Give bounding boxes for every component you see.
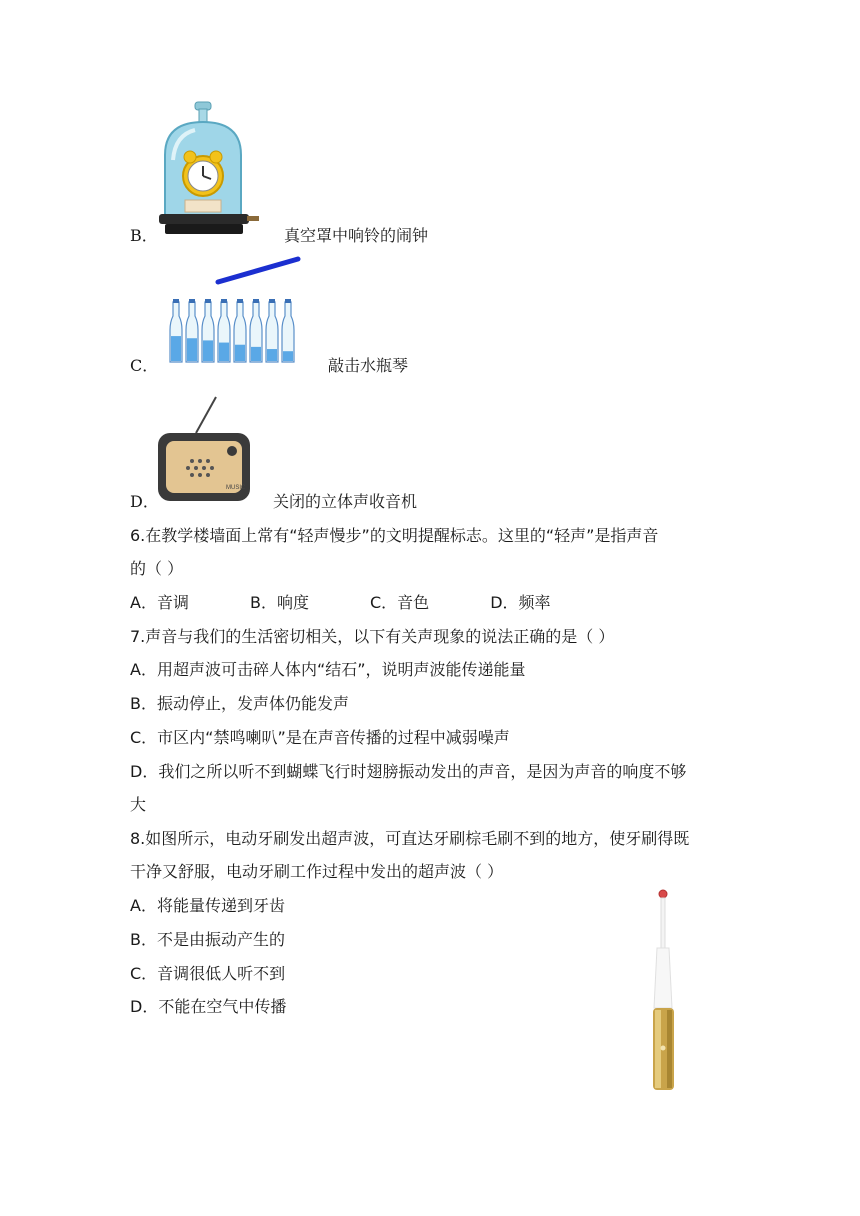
q7-option-a: A．用超声波可击碎人体内“结石”，说明声波能传递能量 bbox=[130, 660, 526, 679]
bottle-water bbox=[251, 347, 261, 361]
stereo-radio-figure bbox=[156, 395, 256, 505]
option-c-caption: 敲击水瓶琴 bbox=[328, 356, 409, 375]
q7-option-c: C．市区内“禁鸣喇叭”是在声音传播的过程中减弱噪声 bbox=[130, 728, 510, 747]
option-d-caption: 关闭的立体声收音机 bbox=[273, 492, 418, 511]
bottle-water bbox=[187, 338, 197, 361]
option-c-letter: C． bbox=[130, 356, 159, 375]
option-b-letter: B． bbox=[130, 226, 158, 245]
bottle-water bbox=[203, 340, 213, 361]
bottle-cap bbox=[173, 299, 179, 303]
q8-option-a: A．将能量传递到牙齿 bbox=[130, 896, 285, 915]
bottle-cap bbox=[189, 299, 195, 303]
bottle-water bbox=[283, 351, 293, 361]
q7-option-d-line2: 大 bbox=[130, 795, 147, 814]
q6-stem-line2: 的（ ） bbox=[130, 559, 184, 578]
bottle-cap bbox=[237, 299, 243, 303]
q8-stem-line2: 干净又舒服，电动牙刷工作过程中发出的超声波（ ） bbox=[130, 862, 504, 881]
bottle-cap bbox=[205, 299, 211, 303]
q8-stem-line1: 8.如图所示，电动牙刷发出超声波，可直达牙刷棕毛刷不到的地方，使牙刷得既 bbox=[130, 829, 690, 848]
q7-option-b: B．振动停止，发声体仍能发声 bbox=[130, 694, 349, 713]
electric-toothbrush-figure bbox=[645, 888, 685, 1093]
option-b-caption: 真空罩中响铃的闹钟 bbox=[284, 226, 429, 245]
bottle-cap bbox=[253, 299, 259, 303]
q8-option-b: B．不是由振动产生的 bbox=[130, 930, 285, 949]
bottle-water bbox=[219, 343, 229, 361]
q8-option-c: C．音调很低人听不到 bbox=[130, 964, 286, 983]
option-d-letter: D． bbox=[130, 492, 159, 511]
q7-option-d-line1: D．我们之所以听不到蝴蝶飞行时翅膀振动发出的声音，是因为声音的响度不够 bbox=[130, 762, 687, 781]
bell-jar-alarm-clock-figure bbox=[155, 100, 265, 240]
water-bottle-xylophone-figure bbox=[160, 254, 305, 369]
q8-option-d: D．不能在空气中传播 bbox=[130, 997, 287, 1016]
q6-options: A．音调 B．响度 C．音色 D．频率 bbox=[130, 593, 551, 612]
radio-brand-label: MUSIC bbox=[226, 485, 246, 491]
bottle-cap bbox=[269, 299, 275, 303]
bottle-water bbox=[267, 349, 277, 361]
bottle-water bbox=[171, 336, 181, 361]
q6-stem-line1: 6.在教学楼墙面上常有“轻声慢步”的文明提醒标志。这里的“轻声”是指声音 bbox=[130, 526, 659, 545]
q7-stem: 7.声音与我们的生活密切相关，以下有关声现象的说法正确的是（ ） bbox=[130, 627, 615, 646]
bottle-cap bbox=[285, 299, 291, 303]
bottle-cap bbox=[221, 299, 227, 303]
bottle-water bbox=[235, 345, 245, 361]
